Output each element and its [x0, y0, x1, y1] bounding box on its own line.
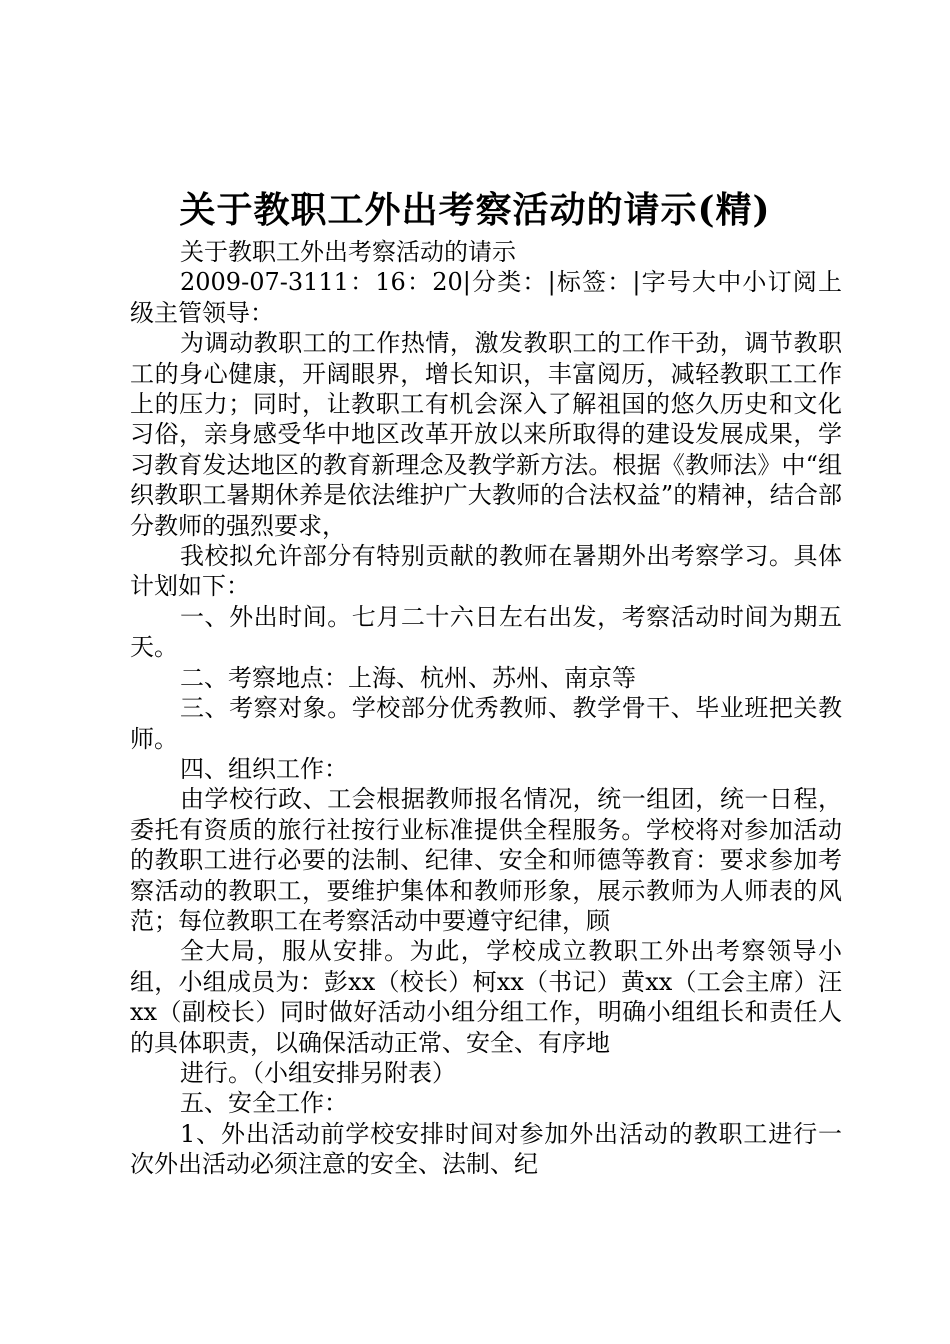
paragraph-safety-heading: 五、安全工作：: [180, 1089, 348, 1118]
paragraph-purpose: 为调动教职工的工作热情，激发教职工的工作干劲，调节教职工的身心健康，开阔眼界，增长知识，丰富阅历，减轻教职工工作上的压力；同时，让教职工有机会深入了解祖国的悠久历史和文化习俗，亲身感受华中地区改革开放以来所取得的建设发展成果，学习教育发达地区的教育新理念及教学新方法。根据《教师法》中“组织教职工暑期休养是依法维护广大教师的合法权益”的精神，结合部分教师的强烈要求，: [130, 329, 842, 540]
paragraph-organization: 由学校行政、工会根据教师报名情况，统一组团，统一日程，委托有资质的旅行社按行业标准提供全程服务。学校将对参加活动的教职工进行必要的法制、纪律、安全和师德等教育：要求参加考察活动的教职工，要维护集体和教师形象，展示教师为人师表的风范；每位教职工在考察活动中要遵守纪律，顾: [130, 785, 842, 935]
paragraph-participants: 三、考察对象。学校部分优秀教师、教学骨干、毕业班把关教师。: [130, 694, 842, 753]
document-body: [130, 237, 842, 1180]
paragraph-subject: 关于教职工外出考察活动的请示: [180, 238, 516, 266]
paragraph-meta-salutation: 2009-07-3111：16：20|分类：|标签：|字号大中小订阅上级主管领导：: [130, 268, 842, 327]
paragraph-safety-item-1: 1、外出活动前学校安排时间对参加外出活动的教职工进行一次外出活动必须注意的安全、法制、纪: [130, 1119, 842, 1179]
document-title: 关于教职工外出考察活动的请示(精): [179, 189, 771, 231]
paragraph-time: 一、外出时间。七月二十六日左右出发，考察活动时间为期五天。: [130, 602, 842, 662]
paragraph-group-note: 进行。（小组安排另附表）: [180, 1058, 456, 1087]
paragraph-organization-heading: 四、组织工作：: [180, 754, 348, 783]
paragraph-plan-intro: 我校拟允许部分有特别贡献的教师在暑期外出考察学习。具体计划如下：: [130, 542, 842, 601]
paragraph-leadership-group: 全大局，服从安排。为此，学校成立教职工外出考察领导小组，小组成员为：彭xx（校长）柯xx（书记）黄xx（工会主席）汪xx（副校长）同时做好活动小组分组工作，明确小组组长和责任人的具体职责，以确保活动正常、安全、有序地: [130, 937, 842, 1057]
paragraph-location: 二、考察地点：上海、杭州、苏州、南京等: [180, 663, 636, 692]
